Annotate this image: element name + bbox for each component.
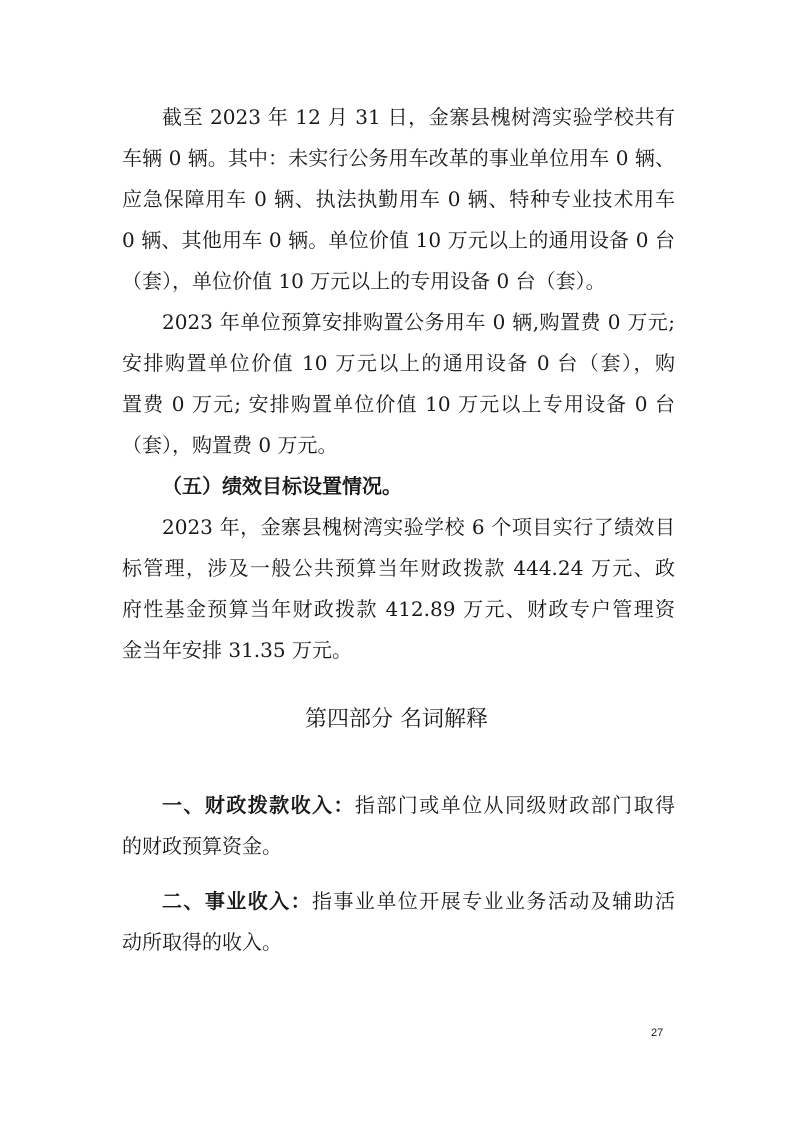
term-definition-line bbox=[162, 791, 675, 819]
paragraph-line: 安排购置单位价值 10 万元以上的通用设备 0 台（套），购 bbox=[122, 351, 675, 375]
paragraph-line: 的财政预算资金。 bbox=[122, 834, 282, 858]
paragraph-line: 应急保障用车 0 辆、执法执勤用车 0 辆、特种专业技术用车 bbox=[122, 187, 675, 211]
paragraph-line: 府性基金预算当年财政拨款 412.89 万元、财政专户管理资 bbox=[122, 597, 675, 621]
paragraph-line: 标管理，涉及一般公共预算当年财政拨款 444.24 万元、政 bbox=[122, 556, 675, 580]
paragraph-line: 0 辆、其他用车 0 辆。单位价值 10 万元以上的通用设备 0 台 bbox=[122, 228, 675, 252]
paragraph-line: 截至 2023 年 12 月 31 日，金寨县槐树湾实验学校共有 bbox=[162, 105, 675, 129]
term-definition-line bbox=[162, 887, 675, 915]
part-title: 第四部分 名词解释 bbox=[305, 707, 488, 732]
term-label: 二、事业收入： bbox=[162, 889, 313, 913]
paragraph-line: 置费 0 万元; 安排购置单位价值 10 万元以上专用设备 0 台 bbox=[122, 392, 675, 416]
term-label: 一、财政拨款收入： bbox=[162, 793, 355, 817]
paragraph-line: 2023 年单位预算安排购置公务用车 0 辆,购置费 0 万元; bbox=[162, 310, 675, 334]
term-definition: 指事业单位开展专业业务活动及辅助活 bbox=[312, 889, 676, 913]
paragraph-line: 金当年安排 31.35 万元。 bbox=[122, 638, 352, 662]
paragraph-line: （套），单位价值 10 万元以上的专用设备 0 台（套）。 bbox=[122, 269, 606, 293]
section-heading: （五）绩效目标设置情况。 bbox=[162, 474, 402, 498]
paragraph-line: 2023 年，金寨县槐树湾实验学校 6 个项目实行了绩效目 bbox=[162, 515, 675, 539]
term-definition: 指部门或单位从同级财政部门取得 bbox=[354, 793, 676, 817]
page-number: 27 bbox=[651, 1027, 664, 1039]
paragraph-line: （套），购置费 0 万元。 bbox=[122, 433, 338, 457]
paragraph-line: 动所取得的收入。 bbox=[122, 930, 282, 954]
paragraph-line: 车辆 0 辆。其中：未实行公务用车改革的事业单位用车 0 辆、 bbox=[122, 146, 675, 170]
